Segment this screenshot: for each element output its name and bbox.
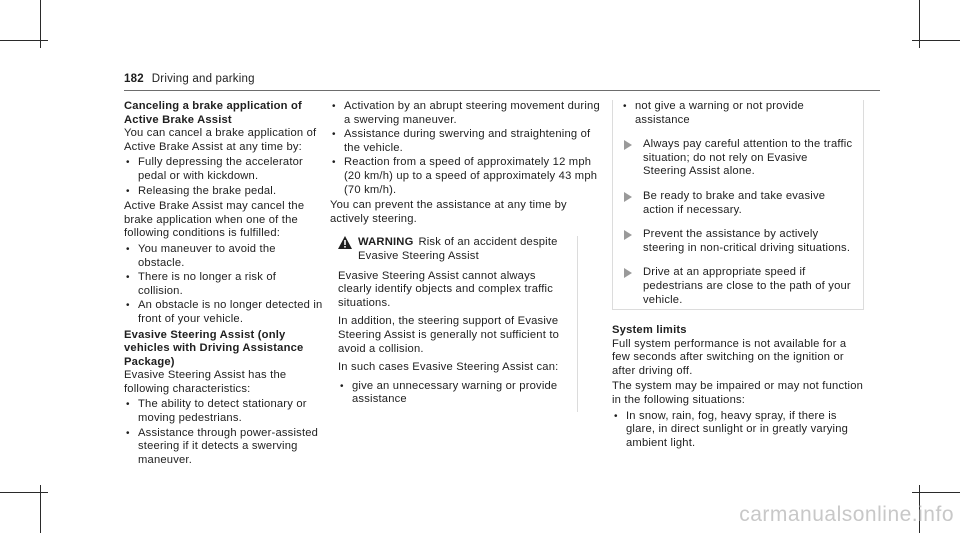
column-1 bbox=[124, 100, 324, 469]
warning-text: In such cases Evasive Steering Assist can: bbox=[338, 361, 559, 374]
bullet-list bbox=[330, 100, 600, 197]
page-header bbox=[124, 73, 255, 85]
bullet-list bbox=[612, 410, 864, 451]
warning-title bbox=[338, 236, 569, 263]
list-item: • An obstacle is no longer detected in front of your vehicle. bbox=[126, 299, 323, 325]
list-item: • not give a warning or not provide assistance bbox=[623, 100, 804, 126]
watermark: carmanualsonline.info bbox=[739, 503, 954, 526]
tip-text: Always pay careful attention to the traffic situation; do not rely on Evasive Steering Assist alone. bbox=[643, 138, 853, 178]
crop-mark bbox=[0, 492, 48, 493]
list-item: • Assistance through power-assisted steering if it detects a swerving maneuver. bbox=[126, 426, 319, 466]
arrow-right-icon bbox=[623, 230, 633, 240]
paragraph: Full system performance is not available for a few seconds after switching on the ignition or after driving off. bbox=[612, 337, 847, 377]
warning-box-continued bbox=[612, 100, 864, 310]
warning-box bbox=[330, 236, 578, 412]
paragraph: Evasive Steering Assist has the following characteristics: bbox=[124, 369, 287, 395]
list-item: • Assistance during swerving and straightening of the vehicle. bbox=[332, 128, 591, 154]
tip-item bbox=[621, 138, 853, 179]
list-item: • In snow, rain, fog, heavy spray, if there is glare, in direct sunlight or in greatly varying ambient light. bbox=[614, 409, 849, 449]
paragraph: You can cancel a brake application of Active Brake Assist at any time by: bbox=[124, 127, 317, 153]
heading-system-limits: System limits bbox=[612, 324, 687, 336]
list-item: • give an unnecessary warning or provide assistance bbox=[340, 379, 558, 406]
crop-mark bbox=[0, 40, 48, 41]
page-number: 182 bbox=[124, 73, 144, 85]
paragraph: You can prevent the assistance at any time by actively steering. bbox=[330, 199, 567, 225]
warning-label: WARNING bbox=[358, 236, 414, 249]
arrow-right-icon bbox=[623, 268, 633, 278]
header-rule bbox=[124, 90, 880, 91]
crop-mark bbox=[912, 40, 960, 41]
arrow-right-icon bbox=[623, 140, 633, 150]
warning-triangle-icon bbox=[338, 236, 352, 249]
bullet-list bbox=[124, 243, 324, 327]
list-item: • Releasing the brake pedal. bbox=[126, 184, 277, 197]
list-item: • The ability to detect stationary or moving pedestrians. bbox=[126, 398, 307, 425]
tip-text: Be ready to brake and take evasive action if necessary. bbox=[643, 189, 826, 216]
bullet-list bbox=[124, 398, 324, 467]
bullet-list bbox=[621, 100, 853, 127]
paragraph: Active Brake Assist may cancel the brake application when one of the following conditions is fulfilled: bbox=[124, 200, 305, 240]
warning-text: Evasive Steering Assist cannot always clearly identify objects and complex traffic situations. bbox=[338, 269, 554, 309]
paragraph: The system may be impaired or may not function in the following situations: bbox=[612, 380, 864, 406]
list-item: • Reaction from a speed of approximately 12 mph (20 km/h) up to a speed of approximately 43 mph (70 km/h). bbox=[332, 156, 598, 196]
list-item: • Activation by an abrupt steering movement during a swerving maneuver. bbox=[332, 100, 600, 126]
list-item: • Fully depressing the accelerator pedal or with kickdown. bbox=[126, 156, 303, 182]
list-item: • There is no longer a risk of collision. bbox=[126, 271, 277, 297]
tip-item bbox=[621, 190, 853, 217]
tip-item bbox=[621, 228, 853, 255]
column-2 bbox=[330, 100, 600, 412]
heading-evasive-steering: Evasive Steering Assist (only vehicles with Driving Assistance Package) bbox=[124, 328, 304, 368]
column-3 bbox=[612, 100, 864, 452]
arrow-right-icon bbox=[623, 192, 633, 202]
tip-text: Drive at an appropriate speed if pedestrians are close to the path of your vehicle. bbox=[643, 266, 851, 306]
crop-mark bbox=[912, 492, 960, 493]
bullet-list bbox=[124, 156, 324, 198]
warning-text: In addition, the steering support of Evasive Steering Assist is generally not sufficient to avoid a collision. bbox=[338, 315, 560, 355]
warning-heading: Risk of an accident despite Evasive Steering Assist bbox=[358, 236, 558, 262]
section-title: Driving and parking bbox=[151, 73, 255, 85]
heading-cancel-brake: Canceling a brake application of Active Brake Assist bbox=[124, 100, 302, 126]
bullet-list bbox=[338, 380, 569, 407]
tip-text: Prevent the assistance by actively steering in non-critical driving situations. bbox=[643, 228, 851, 254]
tip-item bbox=[621, 266, 853, 307]
list-item: • You maneuver to avoid the obstacle. bbox=[126, 242, 276, 269]
